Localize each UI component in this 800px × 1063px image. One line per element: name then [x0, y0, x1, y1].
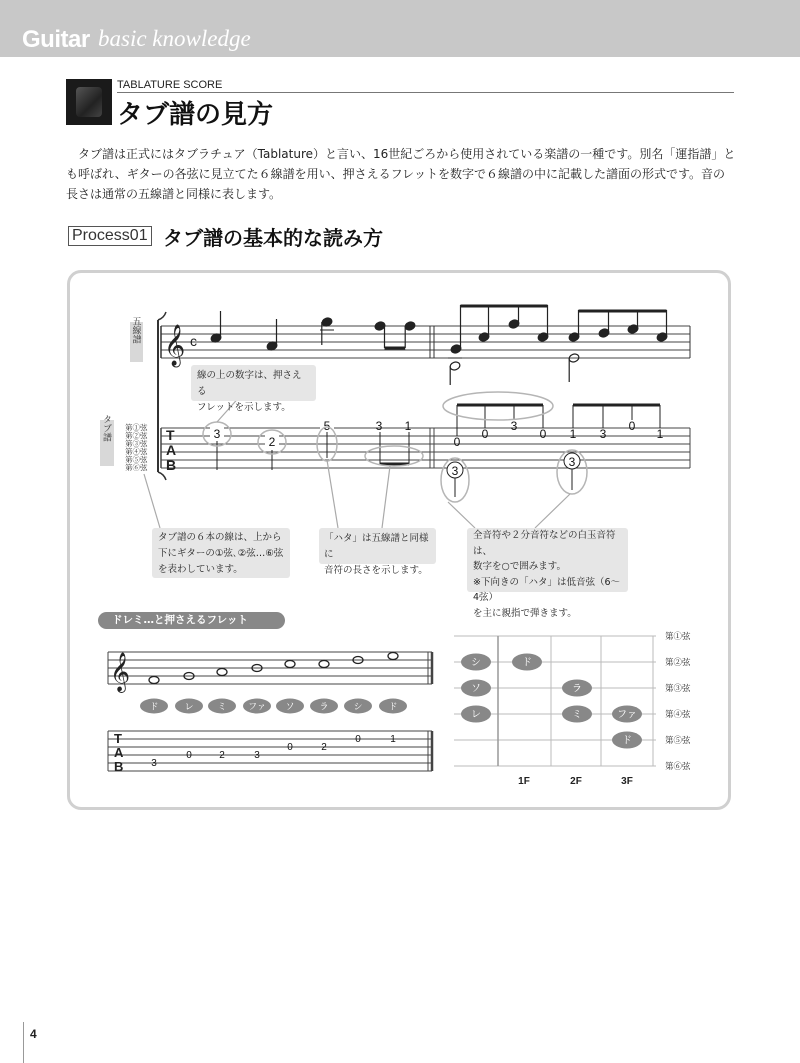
- tab-clef-t: T: [166, 427, 175, 443]
- tab-number: 0: [453, 435, 461, 449]
- tab-number: 0: [355, 734, 361, 745]
- whole-note: [319, 661, 329, 668]
- page-rule: [23, 1022, 24, 1063]
- page-title: タブ譜の見方: [117, 100, 274, 130]
- tab-number: 0: [287, 742, 293, 753]
- fretboard-label: シ: [471, 657, 481, 669]
- fretboard-label: ラ: [572, 683, 582, 695]
- svg-text:B: B: [114, 759, 124, 774]
- tab-number: 3: [254, 750, 260, 761]
- treble-clef: 𝄞: [110, 653, 131, 691]
- header-subtitle: basic knowledge: [98, 26, 251, 51]
- tab-number: 0: [539, 427, 547, 441]
- tab-number: 2: [219, 750, 225, 761]
- fretboard-string-label: 第①弦: [665, 631, 691, 641]
- tab-number: 1: [404, 419, 412, 433]
- section-label: TABLATURE SCORE: [117, 79, 223, 91]
- solfege-label: ド: [149, 701, 159, 712]
- note-head: [404, 321, 416, 332]
- tab-number: 3: [375, 419, 383, 433]
- string-label-4: 第④弦: [125, 447, 148, 456]
- note-whole-note: 全音符や２分音符などの白玉音符は、 数字を○で囲みます。 ※下向きの「ハタ」は低音弦（6〜4弦） を主に親指で弾きます。: [467, 528, 628, 592]
- string-label-2: 第②弦: [125, 431, 148, 440]
- fretboard-label: ミ: [572, 709, 582, 721]
- process-tag: Process01: [68, 226, 152, 246]
- time-signature: c: [190, 333, 197, 349]
- note-line-number: 線の上の数字は、押さえる フレットを示します。: [191, 365, 316, 401]
- staff-label: 五線譜: [131, 316, 142, 344]
- treble-clef: 𝄞: [164, 324, 186, 365]
- solfege-label: ソ: [285, 701, 295, 712]
- solfege-label: レ: [184, 701, 194, 712]
- fretboard-string-label: 第③弦: [665, 683, 691, 693]
- whole-note: [217, 669, 227, 676]
- tab-number: 2: [321, 742, 327, 753]
- tab-number: 3: [151, 758, 157, 769]
- tab-number: 3: [599, 427, 607, 441]
- page-number: 4: [30, 1027, 37, 1041]
- string-label-3: 第③弦: [125, 439, 148, 448]
- fretboard-string-label: 第⑤弦: [665, 735, 691, 745]
- fretboard-string-label: 第②弦: [665, 657, 691, 667]
- tab-label: タブ譜: [102, 414, 112, 442]
- tab-number: 2: [268, 435, 276, 449]
- tab-number: 1: [390, 734, 396, 745]
- solfege-label: シ: [353, 701, 363, 712]
- tab-number: 0: [628, 419, 636, 433]
- process-title: タブ譜の基本的な読み方: [163, 226, 383, 250]
- string-label-6: 第⑥弦: [125, 463, 148, 472]
- whole-note: [285, 661, 295, 668]
- tab-number: 1: [656, 427, 664, 441]
- solfege-label: ラ: [319, 701, 329, 712]
- whole-note: [149, 677, 159, 684]
- tab-number: 0: [186, 750, 192, 761]
- note-hata: 「ハタ」は五線譜と同様に 音符の長さを示します。: [319, 528, 436, 564]
- svg-text:T: T: [114, 731, 122, 746]
- solfege-label: ファ: [248, 701, 266, 712]
- string-label-1: 第①弦: [125, 423, 148, 432]
- fretboard-string-label: 第④弦: [665, 709, 691, 719]
- header-guitar: Guitar: [22, 26, 90, 53]
- fretboard-label: ソ: [471, 683, 481, 695]
- solfege-label: ミ: [217, 701, 227, 712]
- string-label-5: 第⑤弦: [125, 455, 148, 464]
- tab-clef-a: A: [166, 442, 177, 458]
- fretboard-label: ファ: [617, 709, 637, 721]
- svg-text:A: A: [114, 745, 124, 760]
- tab-number: 3: [213, 427, 221, 441]
- tab-number: 0: [481, 427, 489, 441]
- fretboard-label: ド: [522, 657, 532, 669]
- whole-note: [388, 653, 398, 660]
- fretboard-label: ド: [622, 735, 632, 747]
- fret-label: 2F: [570, 776, 582, 787]
- tab-clef-b: B: [166, 457, 177, 473]
- half-note: [449, 361, 461, 372]
- fret-section-title: ドレミ…と押さえるフレット: [98, 612, 285, 629]
- fret-label: 1F: [518, 776, 530, 787]
- solfege-label: ド: [388, 701, 398, 712]
- tab-number: 3: [510, 419, 518, 433]
- tab-number: 3: [568, 455, 576, 469]
- tab-number: 5: [323, 419, 331, 433]
- intro-paragraph: タブ譜は正式にはタブラチュア（Tablature）と言い、16世紀ごろから使用されている楽譜の一種です。別名「運指譜」とも呼ばれ、ギターの各弦に見立てた６線譜を用い、押さえるフレットを数字で６線譜の中に記載した譜面の形式です。音の長さは通常の五線譜と同様に表します。: [66, 147, 736, 201]
- fret-label: 3F: [621, 776, 633, 787]
- fretboard-string-label: 第⑥弦: [665, 761, 691, 771]
- note-six-lines: タブ譜の６本の線は、上から 下にギターの①弦､②弦…⑥弦 を表わしています。: [152, 528, 290, 578]
- scale-diagram: [0, 631, 800, 810]
- fretboard-label: レ: [471, 709, 481, 721]
- tab-number: 1: [569, 427, 577, 441]
- tab-number: 3: [451, 464, 459, 478]
